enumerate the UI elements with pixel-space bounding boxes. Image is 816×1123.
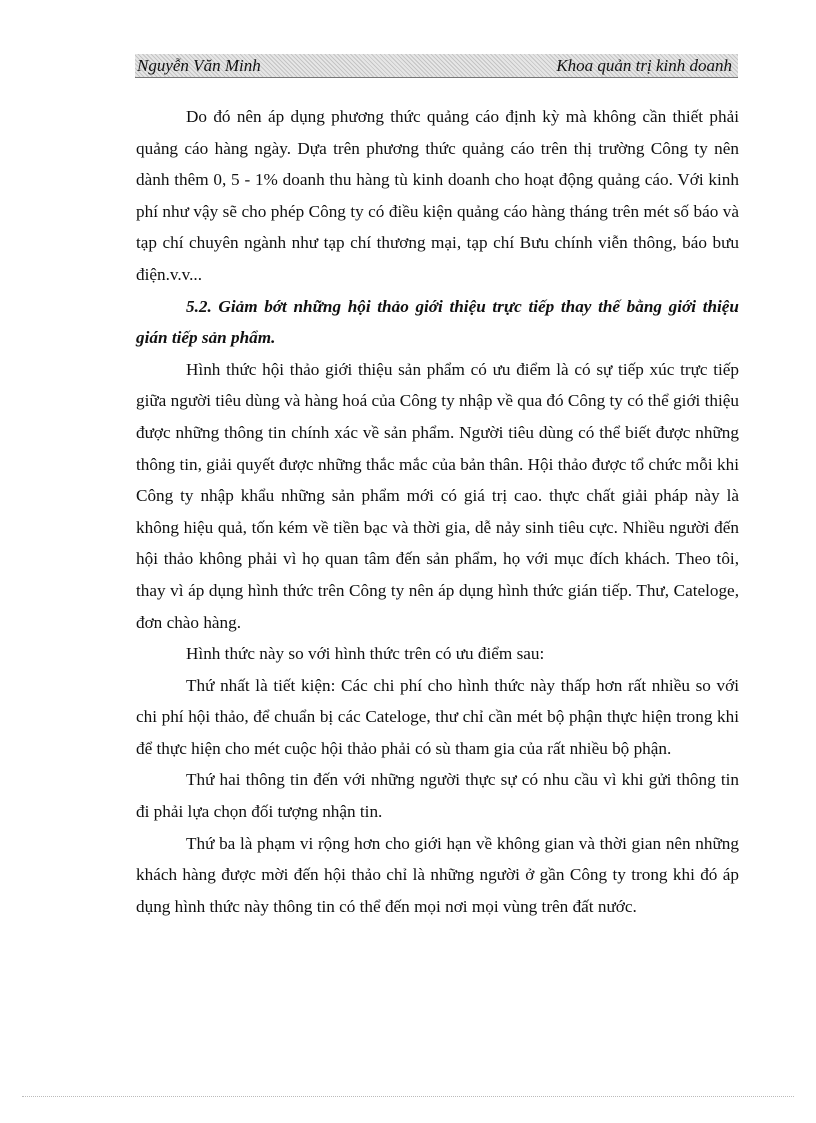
paragraph-advantage-first: Thứ nhất là tiết kiện: Các chi phí cho hình thức này thấp hơn rất nhiều so với chi phí hội thảo, để chuẩn bị các Cateloge, thư chỉ cần mét bộ phận thực hiện trong khi để thực hiện cho mét cuộc hội thảo phải có sù tham gia của rất nhiều bộ phận.	[136, 675, 739, 758]
paragraph-advertising: Do đó nên áp dụng phương thức quảng cáo định kỳ mà không cần thiết phải quảng cáo hàng ngày. Dựa trên phương thức quảng cáo trên thị trường Công ty nên dành thêm 0, 5 - 1% doanh thu hàng tù kinh doanh cho hoạt động quảng cáo. Với kinh phí như vậy sẽ cho phép Công ty có điều kiện quảng cáo hàng tháng trên mét số báo và tạp chí chuyên ngành như tạp chí thương mại, tạp chí Bưu chính viễn thông, báo bưu điện.v.v...	[136, 107, 739, 284]
page-header	[135, 54, 738, 78]
paragraph-advantage-third: Thứ ba là phạm vi rộng hơn cho giới hạn về không gian và thời gian nên những khách hàng được mời đến hội thảo chỉ là những người ở gần Công ty trong khi đó áp dụng hình thức này thông tin có thể đến mọi nơi mọi vùng trên đất nước.	[136, 833, 739, 916]
paragraph-advantages-intro: Hình thức này so với hình thức trên có ưu điểm sau:	[186, 644, 545, 664]
paragraph-seminar: Hình thức hội thảo giới thiệu sản phẩm có ưu điểm là có sự tiếp xúc trực tiếp giữa người tiêu dùng và hàng hoá của Công ty nhập về qua đó Công ty có thể giới thiệu được những thông tin chính xác về sản phẩm. Người tiêu dùng có thể biết được những thông tin, giải quyết được những thắc mắc của bản thân. Hội thảo được tổ chức mỗi khi Công ty nhập khẩu những sản phẩm mới có giá trị cao. thực chất giải pháp này là không hiệu quả, tốn kém về tiền bạc và thời gia, dễ nảy sinh tiêu cực. Nhiều người đến hội thảo không phải vì họ quan tâm đến sản phẩm, họ với mục đích khách. Theo tôi, thay vì áp dụng hình thức trên Công ty nên áp dụng hình thức gián tiếp. Thư, Cateloge, đơn chào hàng.	[136, 359, 739, 632]
section-heading: 5.2. Giảm bớt những hội thảo giới thiệu trực tiếp thay thế bằng giới thiệu gián tiếp sản phẩm.	[136, 296, 739, 348]
paragraph-advantage-second: Thứ hai thông tin đến với những người thực sự có nhu cầu vì khi gửi thông tin đi phải lựa chọn đối tượng nhận tin.	[136, 770, 739, 822]
footer-divider	[22, 1096, 794, 1097]
header-author: Nguyễn Văn Minh	[137, 55, 261, 75]
document-body	[136, 101, 739, 922]
header-department: Khoa quản trị kinh doanh	[556, 55, 732, 75]
